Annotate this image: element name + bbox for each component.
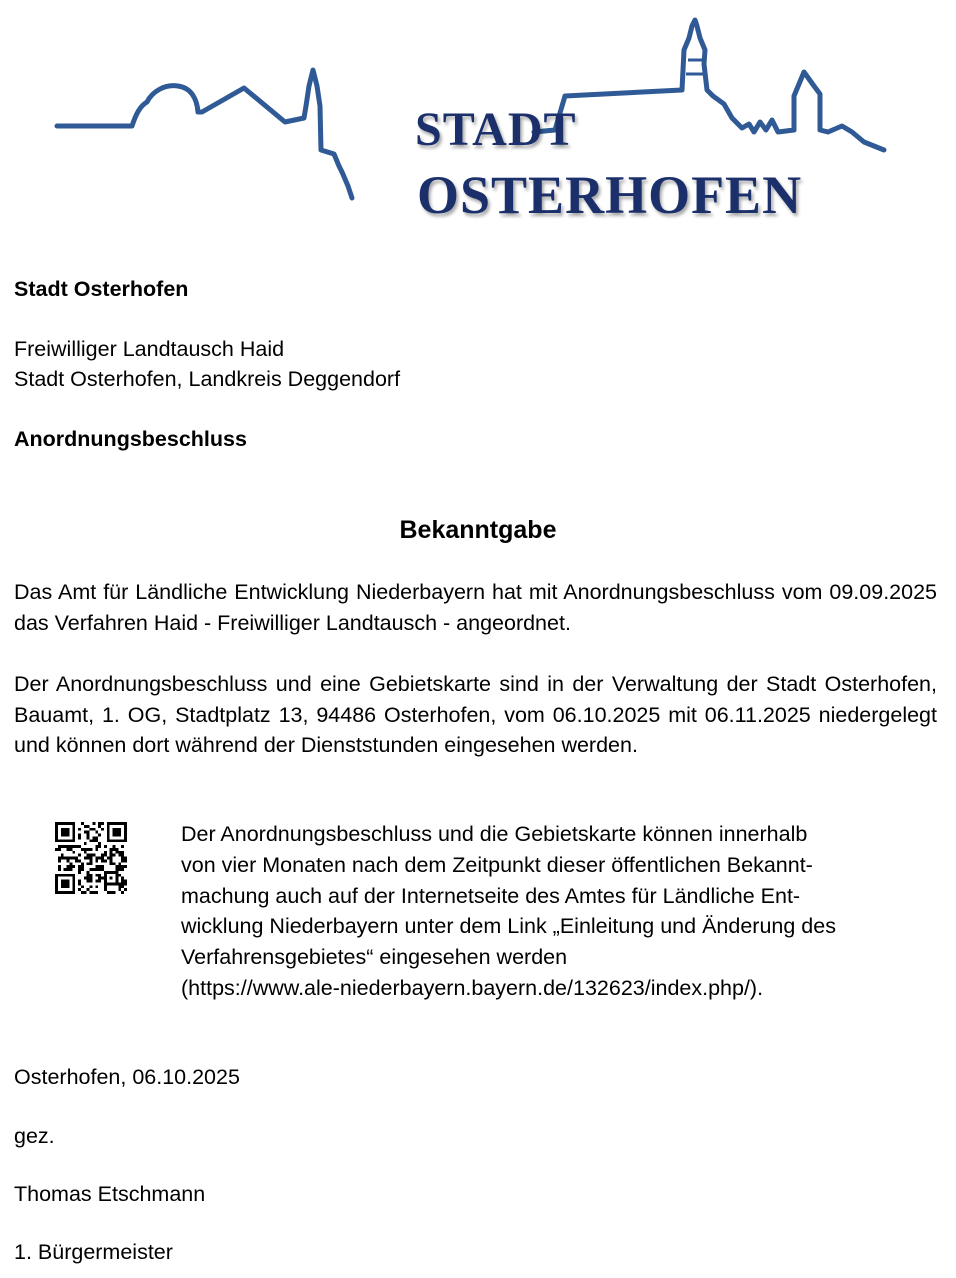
qr-paragraph-line: von vier Monaten nach dem Zeitpunkt dieser öffentlichen Bekannt- bbox=[181, 852, 813, 877]
place-date: Osterhofen, 06.10.2025 bbox=[14, 1065, 240, 1089]
qr-code bbox=[54, 822, 128, 894]
qr-code-graphic bbox=[54, 822, 128, 894]
authority-name: Stadt Osterhofen bbox=[14, 277, 189, 301]
tower-detail bbox=[686, 60, 704, 74]
skyline-right-path bbox=[534, 20, 884, 150]
notice-paragraph-2: Der Anordnungsbeschluss und eine Gebietskarte sind in der Verwaltung der Stadt Osterhofen, Bauamt, 1. OG, Stadtplatz 13, 94486 Osterhofen, vom 06.10.2025 mit 06.11.2025 niedergelegt und können dort während der Dienststunden eingesehen werden. bbox=[14, 672, 937, 757]
logo-text-osterhofen: OSTERHOFEN bbox=[417, 165, 803, 225]
decision-type: Anordnungsbeschluss bbox=[14, 427, 247, 451]
notice-paragraph-1: Das Amt für Ländliche Entwicklung Niederbayern hat mit Anordnungsbeschluss vom 09.09.2025 das Verfahren Haid - Freiwilliger Landtausch - angeordnet. bbox=[14, 580, 937, 635]
procedure-location: Stadt Osterhofen, Landkreis Deggendorf bbox=[14, 367, 401, 391]
qr-paragraph bbox=[181, 819, 926, 1004]
qr-paragraph-line: Verfahrensgebietes“ eingesehen werden bbox=[181, 945, 568, 970]
signatory-name: Thomas Etschmann bbox=[14, 1182, 206, 1206]
skyline-left-path bbox=[57, 70, 352, 198]
notice-title: Bekanntgabe bbox=[399, 516, 557, 544]
signed-marker: gez. bbox=[14, 1124, 55, 1148]
qr-link-text: (https://www.ale-niederbayern.bayern.de/132623/index.php/). bbox=[181, 975, 764, 1000]
qr-paragraph-line: Der Anordnungsbeschluss und die Gebietskarte können innerhalb bbox=[181, 822, 808, 846]
procedure-title: Freiwilliger Landtausch Haid bbox=[14, 337, 285, 361]
logo-text-stadt: STADT bbox=[415, 103, 577, 156]
signatory-role: 1. Bürgermeister bbox=[14, 1240, 173, 1264]
qr-paragraph-line: wicklung Niederbayern unter dem Link „Einleitung und Änderung des bbox=[181, 914, 836, 939]
city-logo bbox=[52, 14, 892, 225]
qr-paragraph-line: machung auch auf der Internetseite des Amtes für Ländliche Ent- bbox=[181, 883, 801, 908]
